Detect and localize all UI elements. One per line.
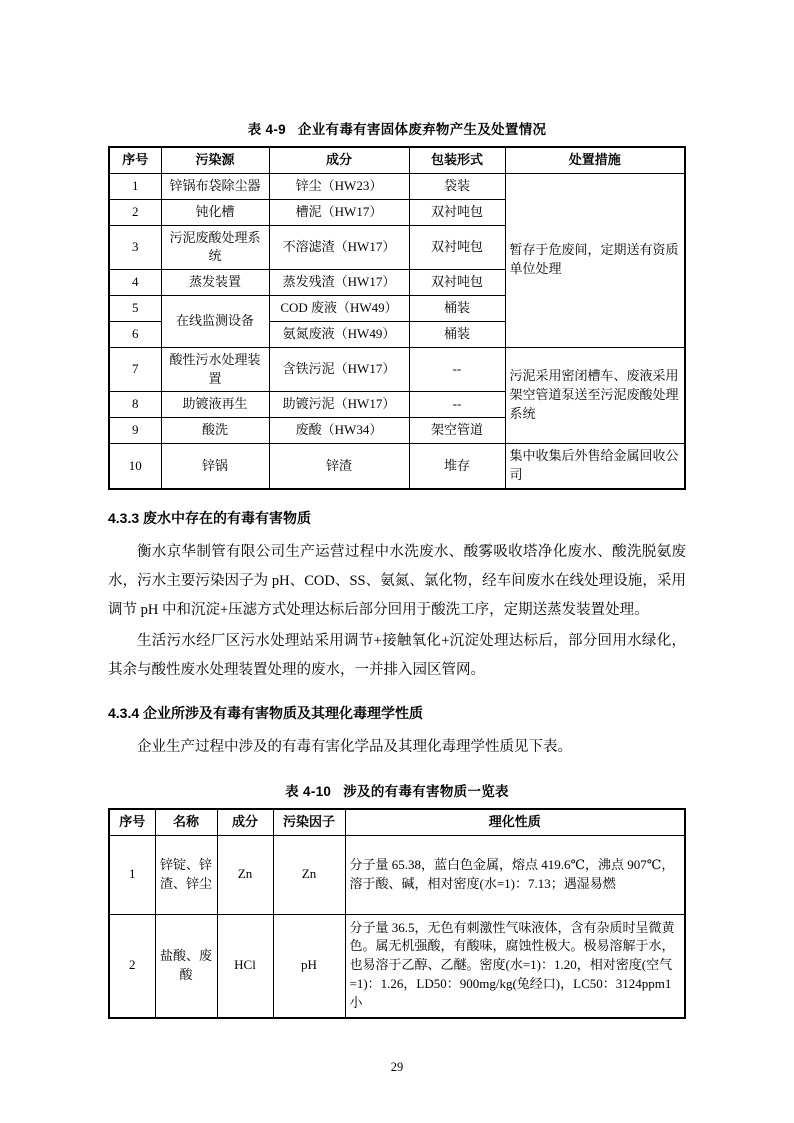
row-measure: 污泥采用密闭槽车、废液采用架空管道泵送至污泥废酸处理系统 [505,347,685,443]
row-source: 蒸发装置 [161,270,269,296]
row-factor: Zn [273,835,345,914]
table-4-10-header-cell: 成分 [217,809,273,835]
table-4-10-header-cell: 理化性质 [345,809,685,835]
row-component: COD 废液（HW49） [269,296,409,322]
row-no: 7 [109,347,161,392]
row-component: HCl [217,914,273,1018]
table-4-10-header-cell: 名称 [155,809,217,835]
row-packaging: 堆存 [409,444,505,489]
row-source: 钝化槽 [161,199,269,225]
row-measure: 集中收集后外售给金属回收公司 [505,444,685,489]
row-component: 含铁污泥（HW17） [269,347,409,392]
row-no: 9 [109,418,161,444]
row-property: 分子量 65.38，蓝白色金属，熔点 419.6℃，沸点 907℃，溶于酸、碱，相对密度(水=1)：7.13；遇湿易燃 [345,835,685,914]
table-4-9-caption-label: 表 4-9 [247,122,286,137]
row-name: 盐酸、废酸 [155,914,217,1018]
table-4-10-caption-label: 表 4-10 [285,783,332,799]
row-no: 4 [109,270,161,296]
row-packaging: 架空管道 [409,418,505,444]
table-4-9-caption [108,118,686,138]
table-4-9-header-cell: 污染源 [161,147,269,173]
row-no: 2 [109,199,161,225]
table-row [109,835,685,914]
row-no: 1 [109,835,155,914]
table-row [109,914,685,1018]
table-4-9-header-row [109,147,685,173]
row-source: 酸洗 [161,418,269,444]
table-4-9-caption-title: 企业有毒有害固体废弃物产生及处置情况 [297,122,547,137]
table-4-9-header-cell: 序号 [109,147,161,173]
table-4-9-header-cell: 包装形式 [409,147,505,173]
row-no: 2 [109,914,155,1018]
row-component: 不溶滤渣（HW17） [269,225,409,270]
section-4-3-4-paragraph-1: 企业生产过程中涉及的有毒有害化学品及其理化毒理学性质见下表。 [137,738,572,755]
table-4-10-caption [108,780,686,800]
table-row [109,173,685,199]
table-4-10-header-cell: 序号 [109,809,155,835]
row-packaging: 双衬吨包 [409,199,505,225]
row-packaging: -- [409,392,505,418]
table-4-9-header-cell: 处置措施 [505,147,685,173]
row-packaging: -- [409,347,505,392]
row-name: 锌锭、锌渣、锌尘 [155,835,217,914]
section-4-3-4-heading: 4.3.4 企业所涉及有毒有害物质及其理化毒理学性质 [108,704,424,721]
row-source: 锌锅布袋除尘器 [161,173,269,199]
row-factor: pH [273,914,345,1018]
table-row [109,444,685,489]
row-no: 5 [109,296,161,322]
row-component: 助镀污泥（HW17） [269,392,409,418]
page-number: 29 [390,1060,404,1074]
section-4-3-3-paragraph-2: 生活污水经厂区污水处理站采用调节+接触氧化+沉淀处理达标后，部分回用水绿化，其余与酸性废水处理装置处理的废水，一并排入园区管网。 [108,632,686,678]
row-component: Zn [217,835,273,914]
row-source: 酸性污水处理装置 [161,347,269,392]
row-source: 锌锅 [161,444,269,489]
row-component: 锌渣 [269,444,409,489]
table-row [109,347,685,392]
row-no: 3 [109,225,161,270]
row-component: 氨氮废液（HW49） [269,321,409,347]
section-4-3-3-paragraph-1: 衡水京华制管有限公司生产运营过程中水洗废水、酸雾吸收塔净化废水、酸洗脱氨废水，污水主要污染因子为 pH、COD、SS、氨氮、氯化物，经车间废水在线处理设施，采用调节 pH 中和沉淀+压滤方式处理达标后部分回用于酸洗工序，定期送蒸发装置处理。 [108,543,686,618]
row-packaging: 袋装 [409,173,505,199]
row-component: 槽泥（HW17） [269,199,409,225]
section-4-3-3-heading: 4.3.3 废水中存在的有毒有害物质 [108,509,312,526]
row-component: 锌尘（HW23） [269,173,409,199]
row-packaging: 双衬吨包 [409,270,505,296]
row-no: 6 [109,321,161,347]
row-no: 10 [109,444,161,489]
row-component: 废酸（HW34） [269,418,409,444]
row-component: 蒸发残渣（HW17） [269,270,409,296]
table-4-10-header-row [109,809,685,835]
table-4-9 [108,146,686,490]
row-packaging: 双衬吨包 [409,225,505,270]
table-4-10 [108,808,686,1019]
row-source: 助镀液再生 [161,392,269,418]
row-no: 1 [109,173,161,199]
row-source: 污泥废酸处理系统 [161,225,269,270]
row-no: 8 [109,392,161,418]
row-property: 分子量 36.5，无色有刺激性气味液体，含有杂质时呈微黄色。属无机强酸，有酸味，腐蚀性极大。极易溶解于水，也易溶于乙醇、乙醚。密度(水=1)：1.20，相对密度(空气=1)：1.26，LD50：900mg/kg(兔经口)，LC50：3124ppm1 小 [345,914,685,1018]
table-4-10-caption-title: 涉及的有毒有害物质一览表 [343,783,509,799]
row-packaging: 桶装 [409,296,505,322]
row-measure: 暂存于危废间，定期送有资质单位处理 [505,173,685,347]
table-4-9-header-cell: 成分 [269,147,409,173]
row-source: 在线监测设备 [161,296,269,348]
table-4-10-header-cell: 污染因子 [273,809,345,835]
top-margin-spacer [108,0,686,118]
row-packaging: 桶装 [409,321,505,347]
